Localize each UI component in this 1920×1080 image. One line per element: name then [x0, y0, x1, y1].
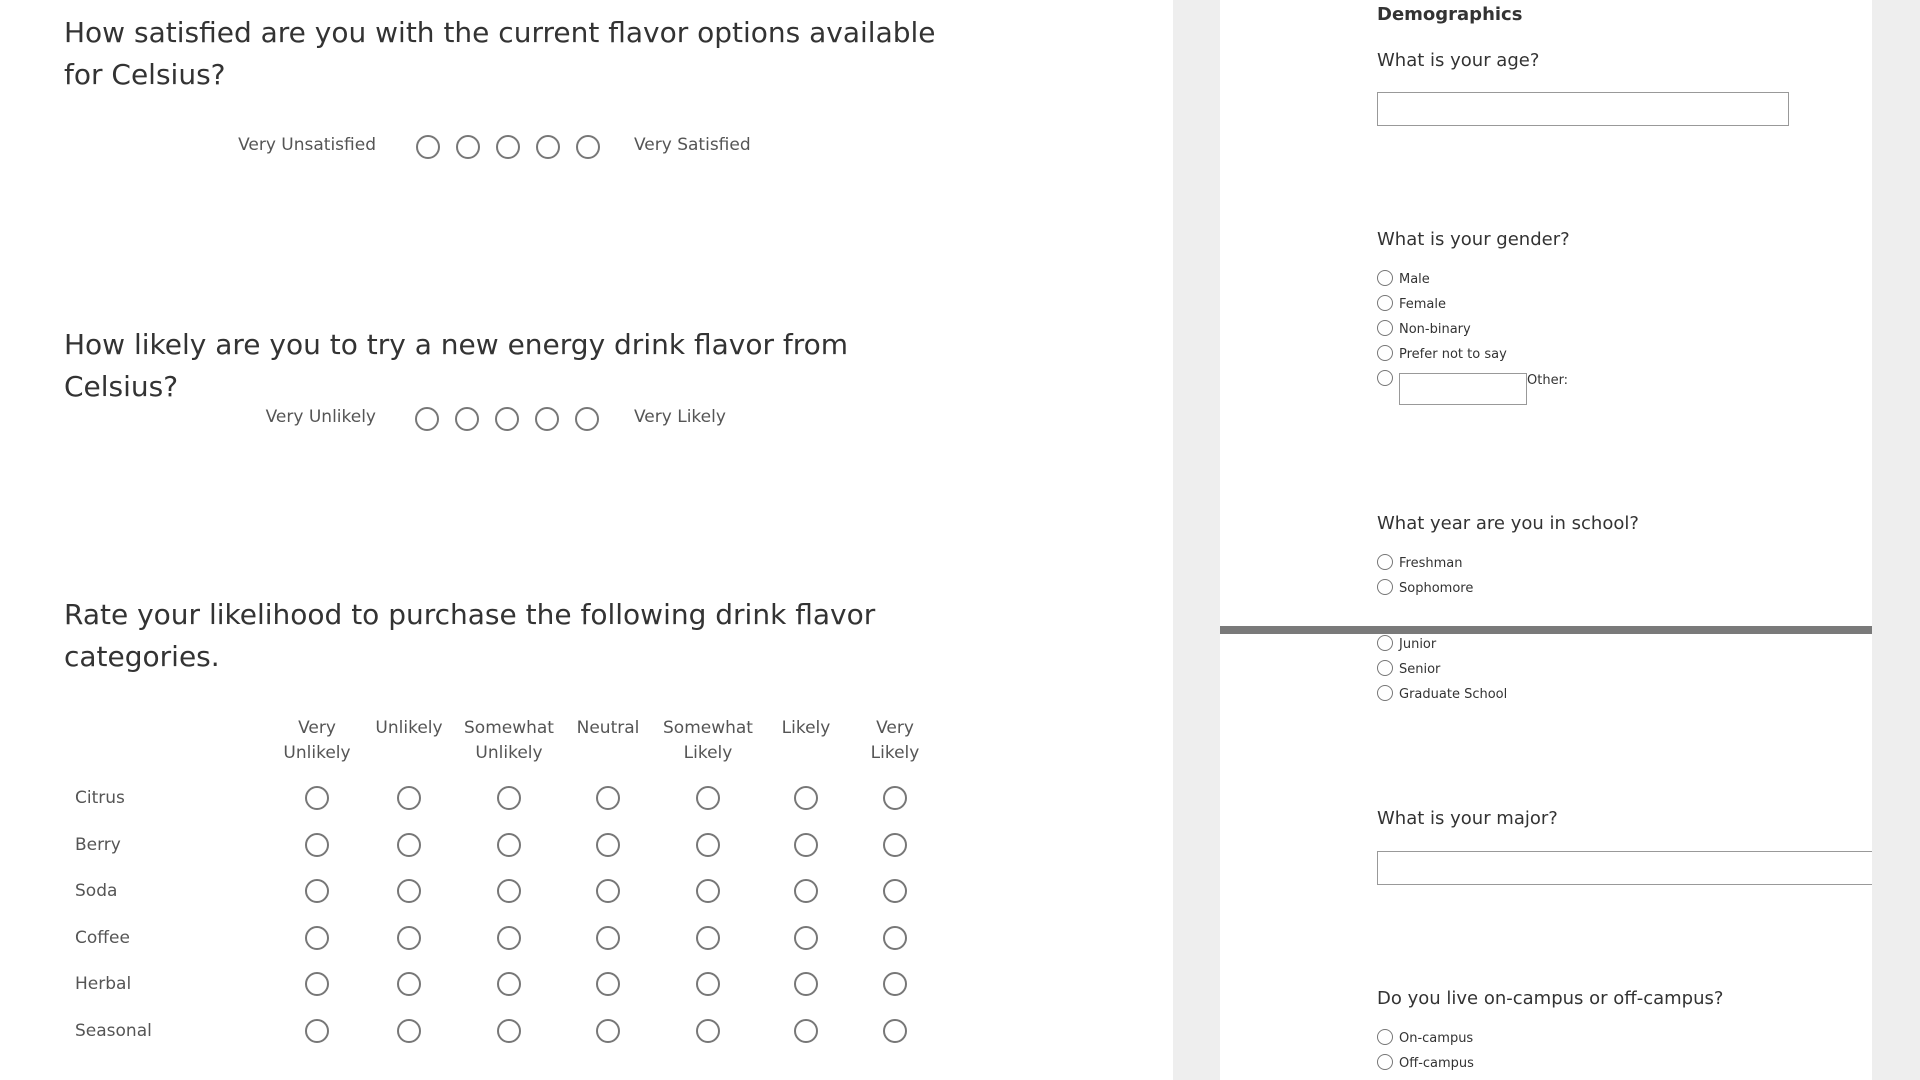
matrix-radio[interactable] [596, 786, 620, 810]
section-title: Demographics [1377, 4, 1523, 25]
matrix-radio[interactable] [497, 833, 521, 857]
year-senior-label: Senior [1399, 662, 1441, 677]
matrix-radio[interactable] [305, 972, 329, 996]
matrix-radio[interactable] [596, 926, 620, 950]
gender-other-input[interactable] [1399, 373, 1527, 405]
matrix-radio[interactable] [696, 879, 720, 903]
age-question: What is your age? [1377, 50, 1540, 71]
q1-low-label: Very Unsatisfied [238, 135, 376, 155]
matrix-row-label: Coffee [75, 927, 130, 948]
matrix-radio[interactable] [305, 786, 329, 810]
matrix-radio[interactable] [794, 972, 818, 996]
matrix-column-header: Neutral [576, 718, 640, 738]
matrix-radio[interactable] [497, 972, 521, 996]
matrix-radio[interactable] [696, 972, 720, 996]
campus-on-radio[interactable] [1377, 1029, 1393, 1045]
matrix-column-header: Unlikely [375, 718, 443, 738]
matrix-radio[interactable] [397, 1019, 421, 1043]
q3-matrix [0, 700, 1000, 1080]
q1-title: How satisfied are you with the current flavor options available for Celsius? [64, 16, 936, 91]
year-freshman-radio[interactable] [1377, 554, 1393, 570]
campus-off-label: Off-campus [1399, 1056, 1474, 1071]
matrix-radio[interactable] [794, 833, 818, 857]
matrix-row-label: Berry [75, 834, 121, 855]
year-junior-radio[interactable] [1377, 635, 1393, 651]
matrix-radio[interactable] [883, 786, 907, 810]
q2-option-4-radio[interactable] [535, 407, 559, 431]
matrix-radio[interactable] [397, 972, 421, 996]
matrix-radio[interactable] [596, 833, 620, 857]
matrix-radio[interactable] [596, 879, 620, 903]
gender-prefer-not-radio[interactable] [1377, 345, 1393, 361]
major-question: What is your major? [1377, 808, 1558, 829]
matrix-row-label: Herbal [75, 974, 132, 995]
matrix-radio[interactable] [696, 926, 720, 950]
q2-option-5-radio[interactable] [575, 407, 599, 431]
gender-female-radio[interactable] [1377, 295, 1393, 311]
gender-nonbinary-radio[interactable] [1377, 320, 1393, 336]
matrix-radio[interactable] [497, 879, 521, 903]
matrix-radio[interactable] [497, 786, 521, 810]
page-break-separator [1220, 626, 1872, 634]
matrix-radio[interactable] [305, 879, 329, 903]
matrix-radio[interactable] [497, 926, 521, 950]
matrix-radio[interactable] [305, 1019, 329, 1043]
year-freshman-label: Freshman [1399, 556, 1463, 571]
q1-option-3-radio[interactable] [496, 135, 520, 159]
q2-scale [0, 402, 1000, 432]
q1-scale [0, 130, 1000, 160]
matrix-radio[interactable] [397, 926, 421, 950]
matrix-radio[interactable] [696, 786, 720, 810]
matrix-radio[interactable] [883, 1019, 907, 1043]
matrix-row-label: Citrus [75, 788, 125, 808]
year-sophomore-radio[interactable] [1377, 579, 1393, 595]
matrix-radio[interactable] [696, 833, 720, 857]
year-question: What year are you in school? [1377, 513, 1639, 534]
gender-female-label: Female [1399, 297, 1447, 312]
campus-question: Do you live on-campus or off-campus? [1377, 988, 1724, 1009]
matrix-radio[interactable] [696, 1019, 720, 1043]
matrix-radio[interactable] [883, 972, 907, 996]
gender-other-radio[interactable] [1377, 370, 1393, 386]
gender-nonbinary-label: Non-binary [1399, 322, 1471, 337]
matrix-radio[interactable] [883, 879, 907, 903]
matrix-column-header: Likely [781, 718, 831, 738]
matrix-radio[interactable] [305, 833, 329, 857]
matrix-row-label: Seasonal [75, 1021, 152, 1041]
matrix-radio[interactable] [883, 833, 907, 857]
q2-low-label: Very Unlikely [265, 407, 376, 427]
matrix-radio[interactable] [596, 972, 620, 996]
matrix-radio[interactable] [497, 1019, 521, 1043]
matrix-radio[interactable] [305, 926, 329, 950]
q2-high-label: Very Likely [634, 407, 726, 427]
matrix-radio[interactable] [397, 833, 421, 857]
gender-male-radio[interactable] [1377, 270, 1393, 286]
matrix-radio[interactable] [794, 879, 818, 903]
year-junior-label: Junior [1399, 637, 1437, 652]
gender-option-other[interactable] [1377, 370, 1617, 390]
q1-option-1-radio[interactable] [416, 135, 440, 159]
matrix-radio[interactable] [397, 879, 421, 903]
q1-high-label: Very Satisfied [634, 135, 751, 155]
year-graduate-radio[interactable] [1377, 685, 1393, 701]
matrix-radio[interactable] [596, 1019, 620, 1043]
matrix-radio[interactable] [794, 926, 818, 950]
gender-other-label: Other: [1527, 373, 1569, 388]
matrix-radio[interactable] [397, 786, 421, 810]
q2-title: How likely are you to try a new energy drink flavor from Celsius? [64, 328, 849, 403]
q3-title: Rate your likelihood to purchase the following drink flavor categories. [64, 598, 876, 673]
age-input[interactable] [1377, 92, 1789, 126]
gender-prefer-not-label: Prefer not to say [1399, 347, 1507, 362]
matrix-column-header: Somewhat Unlikely [464, 718, 554, 763]
matrix-column-header: Very Unlikely [283, 718, 351, 763]
year-graduate-label: Graduate School [1399, 687, 1508, 702]
q1-option-4-radio[interactable] [536, 135, 560, 159]
q2-option-2-radio[interactable] [455, 407, 479, 431]
matrix-row-label: Soda [75, 881, 118, 902]
matrix-column-header: Very Likely [870, 718, 920, 763]
matrix-radio[interactable] [794, 786, 818, 810]
matrix-column-header: Somewhat Likely [663, 718, 753, 763]
q2-option-3-radio[interactable] [495, 407, 519, 431]
campus-off-radio[interactable] [1377, 1054, 1393, 1070]
form-page [1220, 0, 1872, 1080]
year-sophomore-label: Sophomore [1399, 581, 1474, 596]
gender-question: What is your gender? [1377, 229, 1570, 250]
q1-option-5-radio[interactable] [576, 135, 600, 159]
campus-on-label: On-campus [1399, 1031, 1474, 1046]
year-senior-radio[interactable] [1377, 660, 1393, 676]
matrix-radio[interactable] [794, 1019, 818, 1043]
matrix-radio[interactable] [883, 926, 907, 950]
gender-male-label: Male [1399, 272, 1430, 287]
major-input[interactable] [1377, 851, 1872, 885]
q1-option-2-radio[interactable] [456, 135, 480, 159]
q2-option-1-radio[interactable] [415, 407, 439, 431]
